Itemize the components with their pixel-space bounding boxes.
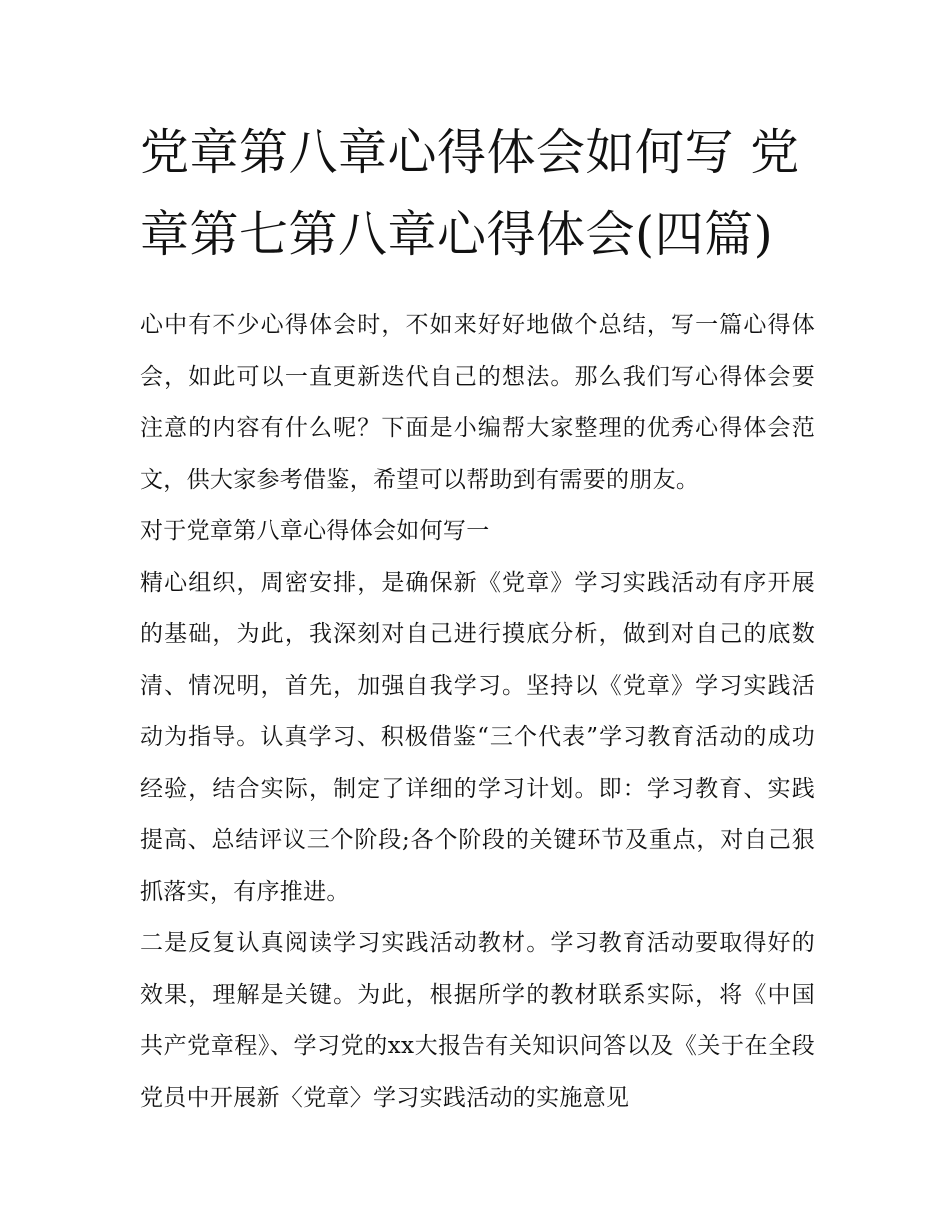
document-body <box>140 300 815 1124</box>
body-paragraph-1: 精心组织，周密安排，是确保新《党章》学习实践活动有序开展的基础，为此，我深刻对自己进行摸底分析，做到对自己的底数清、情况明，首先，加强自我学习。坚持以《党章》学习实践活动为指导。认真学习、积极借鉴“三个代表”学习教育活动的成功经验，结合实际，制定了详细的学习计划。即：学习教育、实践提高、总结评议三个阶段;各个阶段的关键环节及重点，对自己狠抓落实，有序推进。 <box>140 569 815 905</box>
body-paragraph-2: 二是反复认真阅读学习实践活动教材。学习教育活动要取得好的效果，理解是关键。为此，根据所学的教材联系实际，将《中国共产党章程》、学习党的xx大报告有关知识问答以及《关于在全段党员中开展新〈党章〉学习实践活动的实施意见 <box>140 930 815 1111</box>
section-heading: 对于党章第八章心得体会如何写一 <box>140 518 490 544</box>
intro-paragraph: 心中有不少心得体会时，不如来好好地做个总结，写一篇心得体会，如此可以一直更新迭代自己的想法。那么我们写心得体会要注意的内容有什么呢？下面是小编帮大家整理的优秀心得体会范文，供大家参考借鉴，希望可以帮助到有需要的朋友。 <box>140 312 815 493</box>
document-title: 党章第八章心得体会如何写 党章第七第八章心得体会(四篇) <box>140 124 800 263</box>
document-page <box>140 112 815 1124</box>
